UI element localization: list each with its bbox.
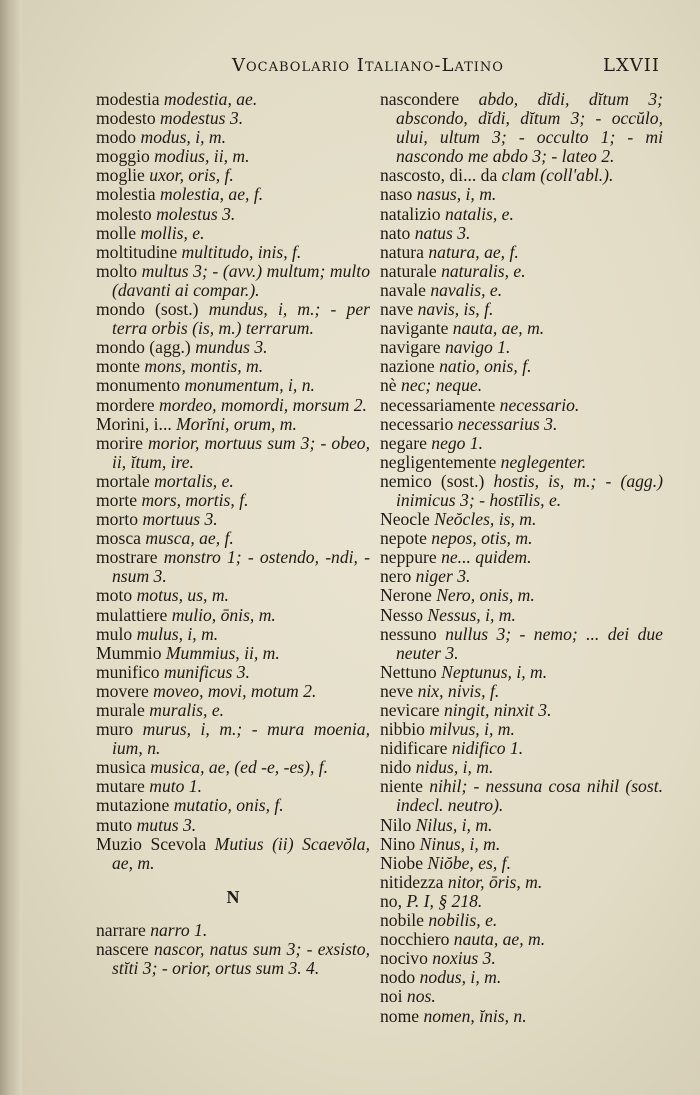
entry-term: nocivo [380,948,433,969]
left-entries [96,90,370,873]
page-spine-shadow [0,0,22,1095]
dictionary-entry [96,300,370,338]
entry-latin: navigo 1. [444,337,511,358]
dictionary-entry [380,835,663,854]
entry-term: moltitudine [96,241,182,262]
right-column [380,90,663,1026]
entry-latin: mutatio, onis, f. [173,795,284,816]
dictionary-entry [380,911,663,930]
entry-term: mondo (sost.) [96,299,209,320]
dictionary-entry [96,128,370,147]
entry-term: nato [380,222,415,243]
entry-term: nave [380,299,418,320]
entry-term: nepote [380,528,432,549]
dictionary-entry [380,281,663,300]
dictionary-entry [96,548,370,586]
entry-term: mosca [96,528,146,549]
entry-term: murale [96,700,150,720]
dictionary-entry [96,644,370,663]
entry-latin: ne... quidem. [441,547,532,568]
dictionary-entry [380,987,663,1006]
dictionary-entry [380,319,663,338]
entry-latin: nascor, natus sum 3; - exsisto, stĭti 3; - orior, ortus sum 3. 4. [112,939,370,979]
dictionary-entry [380,586,663,605]
entry-latin: molestus 3. [156,203,236,224]
entry-term: niente [380,776,430,797]
entry-latin: Ninus, i, m. [419,833,501,854]
dictionary-entry [380,777,663,815]
entry-latin: musica, ae, (ed -e, -es), f. [150,757,329,778]
entry-term: necessario [380,413,458,434]
dictionary-entry [380,873,663,892]
dictionary-entry [380,567,663,586]
entry-latin: mors, mortis, f. [141,489,249,510]
entry-term: naso [380,184,417,205]
dictionary-entry [380,529,663,548]
entry-term: natalizio [380,203,445,224]
entry-latin: Neŏcles, is, m. [434,509,537,530]
entry-term: negligentemente [380,451,501,472]
entry-term: Nino [380,833,420,854]
dictionary-entry [380,90,663,166]
running-header [232,55,660,79]
entry-latin: modestia, ae. [163,89,258,109]
dictionary-entry [380,816,663,835]
entry-term: natura [380,241,429,262]
entry-term: morire [96,432,149,453]
dictionary-entry [380,434,663,453]
dictionary-entry [96,682,370,701]
dictionary-entry [96,777,370,796]
entry-latin: natus 3. [414,222,471,243]
dictionary-entry [96,835,370,873]
entry-term: nevicare [380,700,444,720]
dictionary-entry [380,548,663,567]
entry-term: nitidezza [380,871,448,892]
entry-latin: nauta, ae, m. [452,318,545,339]
entry-latin: Nero, onis, m. [436,585,535,606]
dictionary-entry [96,434,370,472]
dictionary-entry [380,720,663,739]
entry-latin: mons, montis, m. [144,356,264,377]
dictionary-entry [380,892,663,911]
entry-term: nidificare [380,738,452,759]
entry-term: mordere [96,394,160,415]
dictionary-entry [96,262,370,300]
entry-term: naturale [380,260,442,281]
entry-term: moglie [96,165,150,186]
entry-latin: muralis, e. [149,700,225,720]
entry-term: nascondere [380,89,479,109]
entry-latin: nidifico 1. [451,738,524,759]
dictionary-entry [380,606,663,625]
entry-latin: clam (coll'abl.). [501,165,614,186]
dictionary-entry [380,472,663,510]
dictionary-entry [380,166,663,185]
entry-term: mondo (agg.) [96,337,196,358]
dictionary-entry [96,663,370,682]
right-entries [380,90,663,1026]
entry-term: mutare [96,776,150,797]
entry-latin: necessario. [499,394,580,415]
dictionary-entry [96,357,370,376]
entry-term: molle [96,222,141,243]
entry-term: neve [380,680,418,701]
entry-term: nodo [380,967,420,988]
dictionary-entry [96,166,370,185]
entry-term: Nerone [380,585,437,606]
entry-latin: modius, ii, m. [154,146,250,167]
entry-latin: Niŏbe, es, f. [427,852,511,873]
entry-latin: mollis, e. [140,222,205,243]
entry-latin: murus, i, m.; - mura moenia, ium, n. [112,719,370,759]
dictionary-entry [380,262,663,281]
dictionary-entry [96,940,370,978]
entry-latin: nodus, i, m. [419,967,502,988]
dictionary-entry [380,453,663,472]
entry-term: navigare [380,337,445,358]
dictionary-entry [96,816,370,835]
entry-term: nero [380,566,416,587]
dictionary-entry [96,491,370,510]
entry-term: negare [380,432,432,453]
entry-term: modo [96,127,141,148]
entry-latin: nitor, ōris, m. [447,871,543,892]
dictionary-entry [96,529,370,548]
entry-latin: nos. [406,986,436,1007]
entry-latin: nomen, ĭnis, n. [423,1005,527,1026]
entry-term: nobile [380,910,429,931]
entry-latin: motus, us, m. [136,585,229,606]
dictionary-entry [380,854,663,873]
entry-term: mostrare [96,547,164,568]
entry-latin: noxius 3. [432,948,496,969]
dictionary-entry [96,586,370,605]
entry-term: nocchiero [380,929,454,950]
dictionary-entry [96,243,370,262]
entry-latin: modestus 3. [160,108,244,129]
dictionary-entry [380,415,663,434]
dictionary-entry [380,300,663,319]
entry-term: muro [96,719,143,740]
entry-term: nè [380,375,402,396]
entry-term: mutazione [96,795,174,816]
entry-term: monumento [96,375,185,396]
entry-term: moggio [96,146,155,167]
dictionary-entry [96,625,370,644]
entry-latin: nasus, i, m. [416,184,497,205]
entry-latin: Nilus, i, m. [415,814,493,835]
dictionary-entry [380,682,663,701]
entry-latin: niger 3. [415,566,471,587]
dictionary-entry [380,1007,663,1026]
entry-latin: natura, ae, f. [428,241,519,262]
entry-term: mulo [96,623,137,644]
entry-latin: Morĭni, orum, m. [176,413,297,434]
entry-latin: mulus, i, m. [136,623,219,644]
dictionary-entry [380,758,663,777]
entry-term: morto [96,509,143,530]
dictionary-entry [96,185,370,204]
entry-latin: monstro 1; - ostendo, -ndi, -nsum 3. [112,547,370,587]
entry-term: modesto [96,108,161,129]
entry-latin: nullus 3; - nemo; ... dei due neuter 3. [396,623,663,663]
entry-term: navigante [380,318,453,339]
dictionary-entry [96,701,370,720]
entry-term: molesto [96,203,157,224]
dictionary-entry [96,109,370,128]
entry-term: Neocle [380,509,435,530]
dictionary-entry [96,758,370,777]
dictionary-entry [96,510,370,529]
entry-term: nibbio [380,719,430,740]
entry-term: molestia [96,184,161,205]
entry-term: Nilo [380,814,416,835]
entry-latin: nec; neque. [401,375,483,396]
entry-latin: natio, onis, f. [439,356,532,377]
entry-latin: munificus 3. [163,661,250,682]
entry-term: Nettuno [380,661,442,682]
dictionary-entry [380,224,663,243]
entry-latin: nix, nivis, f. [417,680,500,701]
entry-latin: milvus, i, m. [429,719,515,740]
entry-term: navale [380,279,431,300]
dictionary-entry [96,720,370,758]
entry-latin: abdo, dĭdi, dĭtum 3; abscondo, dĭdi, dĭtum 3; - occŭlo, ului, ultum 3; - occulto 1; - mi nascondo me abdo 3; - lateo 2. [396,89,663,167]
entry-latin: morior, mortuus sum 3; - obeo, ii, ĭtum, ire. [112,432,371,472]
left-column [96,90,370,978]
entry-term: Nesso [380,604,428,625]
entry-latin: moveo, movi, motum 2. [153,680,317,701]
dictionary-entry [380,968,663,987]
dictionary-entry [380,739,663,758]
entry-latin: nobilis, e. [428,910,498,931]
dictionary-entry [96,415,370,434]
entry-latin: Mutius (ii) Scaevŏla, ae, m. [112,833,370,873]
dictionary-entry [380,663,663,682]
entry-latin: narro 1. [150,919,208,940]
entry-term: modestia [96,89,164,109]
entry-term: nascere [96,939,155,960]
entry-latin: Mummius, ii, m. [165,642,280,663]
entry-latin: naturalis, e. [441,260,526,281]
entry-latin: multitudo, inis, f. [181,241,302,262]
entry-term: nessuno [380,623,446,644]
entry-term: nemico (sost.) [380,470,494,491]
entry-latin: monumentum, i, n. [184,375,315,396]
entry-term: Niobe [380,852,428,873]
entry-latin: mutus 3. [136,814,197,835]
entry-latin: necessarius 3. [457,413,558,434]
entry-term: necessariamente [380,394,500,415]
entry-latin: molestia, ae, f. [160,184,264,205]
entry-term: narrare [96,919,151,940]
entry-latin: Nessus, i, m. [427,604,516,625]
entry-latin: mortalis, e. [154,470,234,491]
dictionary-entry [96,224,370,243]
dictionary-entry [380,930,663,949]
dictionary-entry [96,606,370,625]
entry-term: Morini, i... [96,413,177,434]
section-letter: N [226,886,240,907]
entry-latin: mortuus 3. [142,509,218,530]
entry-term: munifico [96,661,164,682]
entry-term: muto [96,814,137,835]
dictionary-entry [96,205,370,224]
entry-latin: nauta, ae, m. [453,929,546,950]
entry-latin: uxor, oris, f. [149,165,234,186]
entry-term: nascosto, di... da [380,165,502,186]
entry-latin: hostis, is, m.; - (agg.) inimicus 3; - hostīlis, e. [396,470,663,510]
entry-term: noi [380,986,407,1007]
entry-term: morte [96,489,142,510]
dictionary-entry [380,701,663,720]
entry-term: nido [380,757,416,778]
entry-latin: natalis, e. [444,203,514,224]
dictionary-entry [380,949,663,968]
page-number: LXVII [603,55,660,76]
entry-latin: navis, is, f. [417,299,494,320]
entry-latin: neglegenter. [500,451,587,472]
entry-term: moto [96,585,137,606]
dictionary-entry [96,921,370,940]
entry-term: no, [380,890,407,911]
entry-latin: ningit, ninxit 3. [443,700,552,720]
entry-latin: nihil; - nessuna cosa nihil (sost. indecl. neutro). [396,776,663,816]
dictionary-entry [380,243,663,262]
entry-term: musica [96,757,151,778]
entry-latin: modus, i, m. [140,127,227,148]
left-entries-n [96,921,370,978]
entry-term: nazione [380,356,440,377]
entry-term: mortale [96,470,155,491]
dictionary-entry [380,376,663,395]
dictionary-entry [96,796,370,815]
dictionary-entry [380,357,663,376]
dictionary-entry [96,338,370,357]
entry-latin: navalis, e. [430,279,503,300]
entry-latin: P. I, § 218. [406,890,483,911]
entry-term: Muzio Scevola [96,833,215,854]
dictionary-entry [96,472,370,491]
entry-term: nome [380,1005,424,1026]
dictionary-entry [96,90,370,109]
entry-latin: mulio, ōnis, m. [171,604,276,625]
entry-latin: mundus 3. [195,337,268,358]
entry-term: mulattiere [96,604,172,625]
entry-term: neppure [380,547,442,568]
header-title: Vocabolario Italiano-Latino [232,55,504,76]
dictionary-entry [380,396,663,415]
entry-term: movere [96,680,154,701]
dictionary-entry [380,205,663,224]
entry-latin: nidus, i, m. [415,757,494,778]
dictionary-entry [380,510,663,529]
dictionary-entry [96,396,370,415]
entry-latin: Neptunus, i, m. [441,661,548,682]
entry-term: molto [96,260,142,281]
dictionary-entry [380,338,663,357]
dictionary-entry [96,147,370,166]
entry-latin: mordeo, momordi, morsum 2. [159,394,367,415]
entry-latin: nepos, otis, m. [431,528,533,549]
entry-latin: mundus, i, m.; - per terra orbis (is, m.) terrarum. [112,299,371,339]
entry-latin: multus 3; - (avv.) multum; multo (davanti ai compar.). [112,260,370,300]
entry-term: Mummio [96,642,166,663]
entry-latin: musca, ae, f. [145,528,234,549]
dictionary-entry [380,625,663,663]
entry-latin: nego 1. [431,432,484,453]
entry-latin: muto 1. [149,776,203,797]
entry-term: monte [96,356,145,377]
dictionary-entry [380,185,663,204]
dictionary-entry [96,376,370,395]
